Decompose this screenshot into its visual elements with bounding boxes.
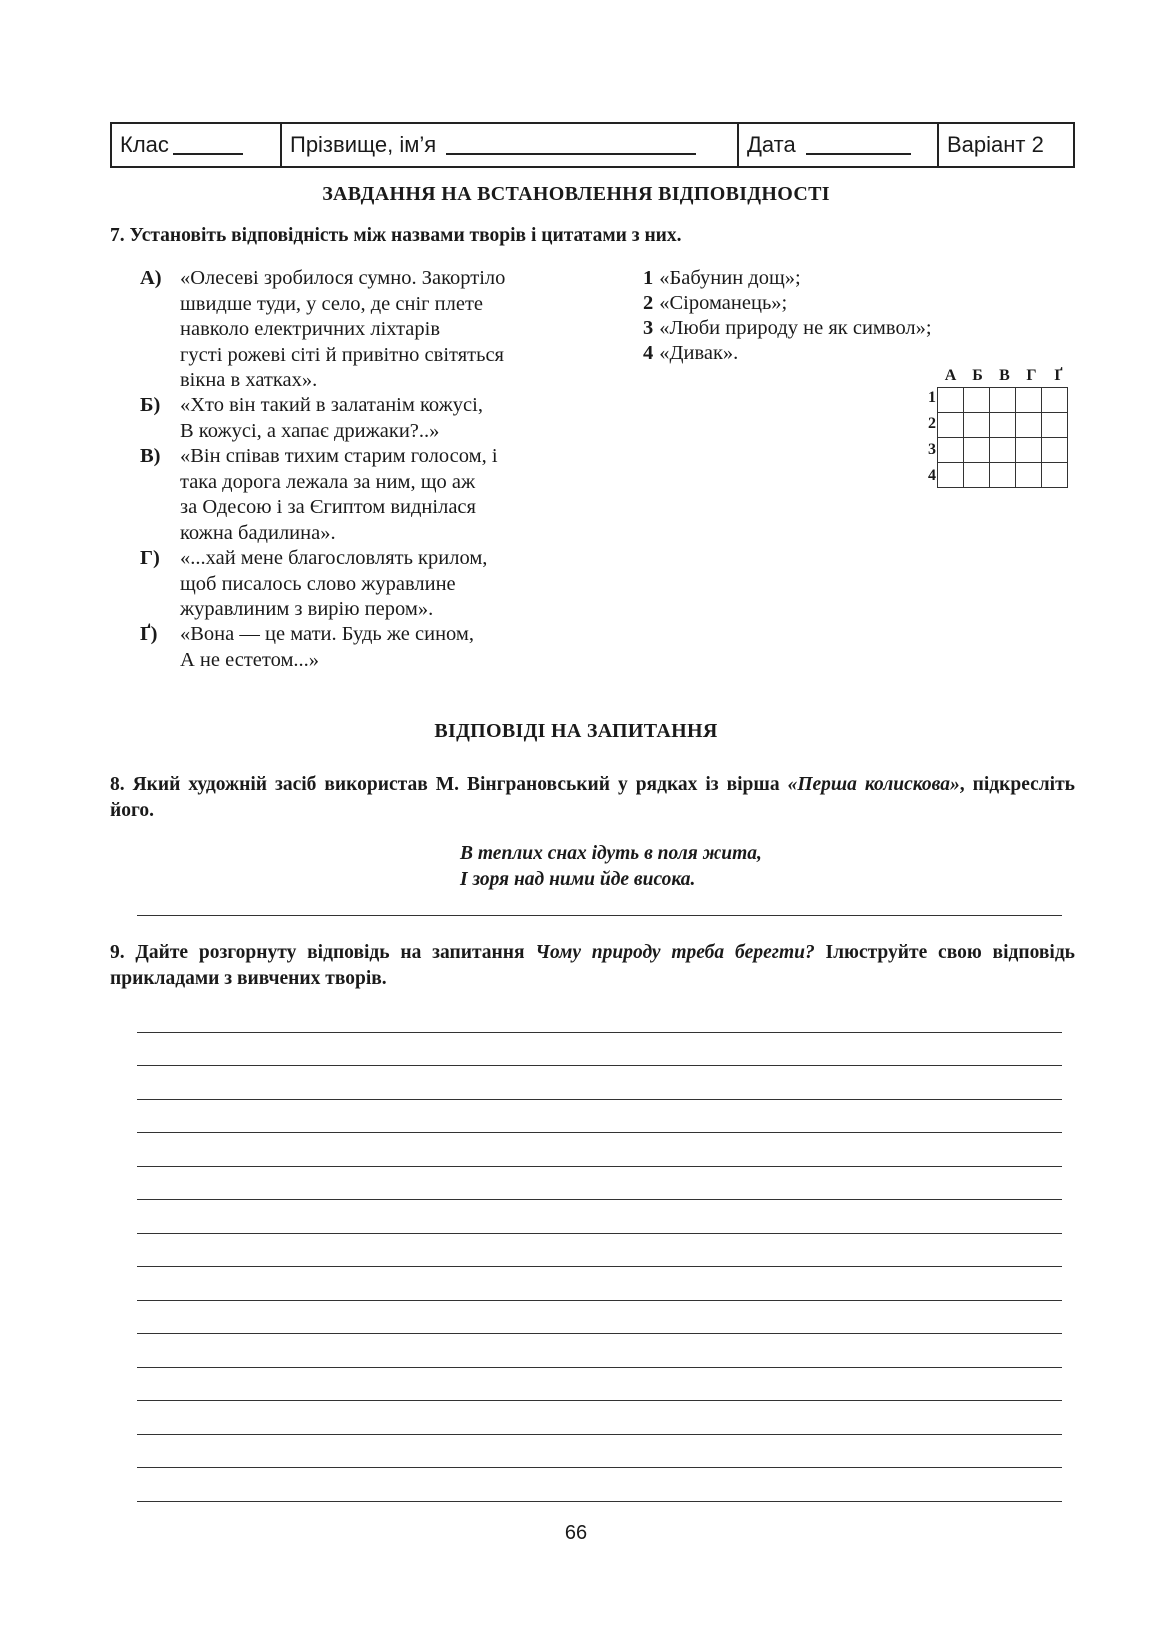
option-number: 2 bbox=[643, 292, 654, 314]
grid-cell[interactable] bbox=[964, 463, 990, 488]
grid-cell[interactable] bbox=[964, 413, 990, 438]
q9-answer-line[interactable] bbox=[137, 1233, 1062, 1234]
question-7-prompt: 7. Установіть відповідність між назвами творів і цитатами з них. bbox=[110, 225, 682, 246]
q9-answer-line[interactable] bbox=[137, 1199, 1062, 1200]
grid-row-4: 4 bbox=[928, 467, 936, 484]
option-text: «Люби природу не як символ»; bbox=[659, 317, 932, 339]
header-table bbox=[110, 122, 1075, 168]
grid-cell[interactable] bbox=[1042, 388, 1068, 413]
grid-cell[interactable] bbox=[1042, 438, 1068, 463]
grid-cell[interactable] bbox=[990, 463, 1016, 488]
grid-cell[interactable] bbox=[938, 463, 964, 488]
class-label: Клас bbox=[120, 132, 169, 157]
q7-option-3 bbox=[643, 316, 932, 342]
grid-cell[interactable] bbox=[938, 413, 964, 438]
q9-answer-line[interactable] bbox=[137, 1467, 1062, 1468]
option-number: 4 bbox=[643, 342, 654, 364]
q8-quote-line-2: І зоря над ними йде висока. bbox=[460, 869, 696, 890]
q9-prompt-b: Ілюструйте свою відповідь прикладами з вивчених творів. bbox=[110, 942, 1075, 989]
q9-answer-line[interactable] bbox=[137, 1132, 1062, 1133]
name-blank[interactable] bbox=[446, 152, 696, 155]
option-text: «Бабунин дощ»; bbox=[659, 267, 801, 289]
item-text: «Вона — це мати. Будь же сином, А не естетом...» bbox=[180, 623, 475, 671]
item-label: Ґ) bbox=[140, 623, 158, 645]
grid-col-g: Ґ bbox=[1054, 367, 1063, 384]
q7-item-g bbox=[140, 622, 580, 673]
grid-cell[interactable] bbox=[964, 438, 990, 463]
grid-cell[interactable] bbox=[938, 438, 964, 463]
q9-answer-line[interactable] bbox=[137, 1501, 1062, 1502]
q9-answer-line[interactable] bbox=[137, 1400, 1062, 1401]
name-label: Прізвище, ім’я bbox=[290, 132, 437, 157]
item-label: А) bbox=[140, 267, 162, 289]
q7-item-h bbox=[140, 546, 580, 623]
grid-cell[interactable] bbox=[938, 388, 964, 413]
section-title-answers: ВІДПОВІДІ НА ЗАПИТАННЯ bbox=[434, 720, 718, 742]
option-number: 3 bbox=[643, 317, 654, 339]
date-label: Дата bbox=[747, 132, 796, 157]
grid-cell[interactable] bbox=[1016, 438, 1042, 463]
grid-cell[interactable] bbox=[1016, 463, 1042, 488]
page-number: 66 bbox=[564, 1522, 588, 1544]
q7-item-v bbox=[140, 444, 580, 546]
item-text: «Хто він такий в залатанім кожусі, В кожусі, а хапає дрижаки?..» bbox=[180, 394, 483, 442]
grid-col-v: В bbox=[999, 367, 1010, 384]
option-text: «Сіроманець»; bbox=[659, 292, 788, 314]
q8-answer-line[interactable] bbox=[137, 915, 1062, 916]
q9-answer-line[interactable] bbox=[137, 1099, 1062, 1100]
grid-cell[interactable] bbox=[1016, 388, 1042, 413]
q9-answer-line[interactable] bbox=[137, 1266, 1062, 1267]
grid-cell[interactable] bbox=[1042, 413, 1068, 438]
q8-quote-line-1: В теплих снах ідуть в поля жита, bbox=[460, 843, 762, 864]
q9-answer-line[interactable] bbox=[137, 1065, 1062, 1066]
grid-col-a: А bbox=[944, 367, 957, 384]
q8-prompt-a: 8. Який художній засіб використав М. Вінграновський у рядках із вірша bbox=[110, 774, 788, 795]
q9-prompt-a: 9. Дайте розгорнуту відповідь на запитання bbox=[110, 942, 536, 963]
q9-answer-line[interactable] bbox=[137, 1166, 1062, 1167]
grid-cell[interactable] bbox=[1016, 413, 1042, 438]
item-text: «Він співав тихим старим голосом, і така дорога лежала за ним, що аж за Одесою і за Єгиптом виднілася кожна бадилина». bbox=[180, 445, 498, 544]
item-label: В) bbox=[140, 445, 161, 467]
option-text: «Дивак». bbox=[659, 342, 739, 364]
q8-poem-title: «Перша колискова» bbox=[787, 774, 960, 795]
class-cell[interactable] bbox=[112, 124, 282, 166]
grid-row-2: 2 bbox=[928, 415, 936, 432]
variant-label: Варіант 2 bbox=[947, 132, 1044, 157]
answer-grid bbox=[937, 387, 1068, 488]
section-title-matching: ЗАВДАННЯ НА ВСТАНОВЛЕННЯ ВІДПОВІДНОСТІ bbox=[322, 183, 830, 205]
option-number: 1 bbox=[643, 267, 654, 289]
q9-answer-line[interactable] bbox=[137, 1333, 1062, 1334]
grid-cell[interactable] bbox=[1042, 463, 1068, 488]
item-text: «...хай мене благословлять крилом, щоб писалось слово журавлине журавлиним з вирію пером». bbox=[180, 547, 488, 620]
item-label: Г) bbox=[140, 547, 160, 569]
name-cell[interactable] bbox=[282, 124, 739, 166]
q9-question-italic: Чому природу треба берегти? bbox=[535, 942, 815, 963]
date-cell[interactable] bbox=[739, 124, 939, 166]
q7-item-b bbox=[140, 393, 580, 444]
item-text: «Олесеві зробилося сумно. Закортіло швидше туди, у село, де сніг плете навколо електричних ліхтарів густі рожеві сіті й привітно світяться вікна в хатках». bbox=[180, 267, 506, 391]
question-8-prompt bbox=[110, 772, 1075, 824]
grid-row-3: 3 bbox=[928, 441, 936, 458]
q7-option-2 bbox=[643, 291, 787, 317]
item-label: Б) bbox=[140, 394, 161, 416]
grid-col-h: Г bbox=[1026, 367, 1037, 384]
q9-answer-line[interactable] bbox=[137, 1367, 1062, 1368]
q9-answer-line[interactable] bbox=[137, 1300, 1062, 1301]
q9-answer-line[interactable] bbox=[137, 1434, 1062, 1435]
grid-row-1: 1 bbox=[928, 389, 936, 406]
q9-answer-line[interactable] bbox=[137, 1032, 1062, 1033]
q7-option-4 bbox=[643, 341, 738, 367]
grid-col-b: Б bbox=[972, 367, 983, 384]
question-9-prompt bbox=[110, 940, 1075, 992]
q7-option-1 bbox=[643, 266, 801, 292]
variant-cell bbox=[939, 124, 1073, 166]
grid-cell[interactable] bbox=[990, 388, 1016, 413]
grid-cell[interactable] bbox=[990, 413, 1016, 438]
q7-item-a bbox=[140, 266, 580, 394]
grid-cell[interactable] bbox=[990, 438, 1016, 463]
class-blank[interactable] bbox=[173, 152, 243, 155]
grid-cell[interactable] bbox=[964, 388, 990, 413]
q8-prompt-b: , підкресліть його. bbox=[110, 774, 1075, 821]
date-blank[interactable] bbox=[806, 152, 911, 155]
